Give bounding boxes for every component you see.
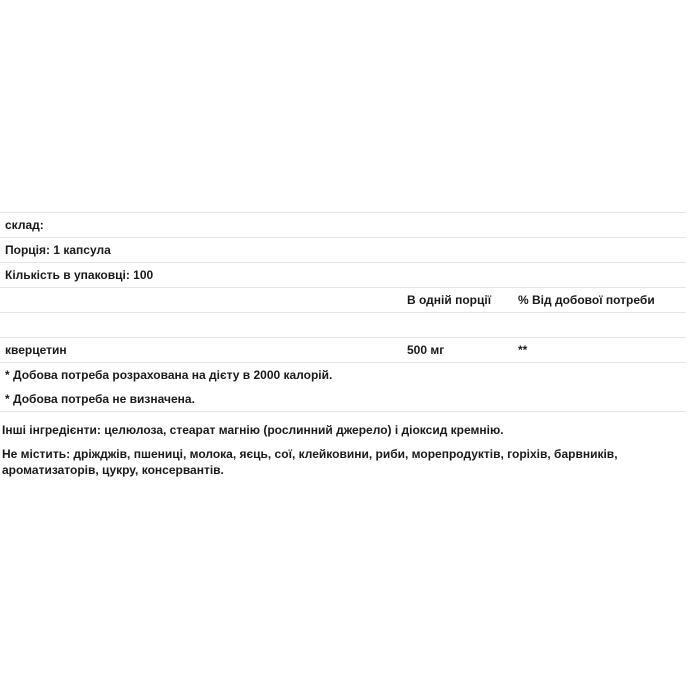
daily-value-header: % Від добової потреби bbox=[518, 293, 655, 307]
notes-section bbox=[2, 422, 672, 486]
serving-size: Порція: 1 капсула bbox=[5, 243, 111, 257]
ingredient-row bbox=[0, 337, 686, 362]
footnote-2: * Добова потреба не визначена. bbox=[5, 392, 195, 406]
ingredient-amount: 500 мг bbox=[407, 343, 445, 357]
footnote-row-1 bbox=[0, 362, 686, 387]
ingredient-name: кверцетин bbox=[5, 343, 67, 357]
composition-label: склад: bbox=[5, 218, 44, 232]
footnote-row-2 bbox=[0, 387, 686, 412]
other-ingredients: Інші інгредієнти: целюлоза, стеарат магнію (рослинний джерело) і діоксид кремнію. bbox=[2, 423, 504, 437]
per-serving-header: В одній порції bbox=[407, 293, 492, 307]
ingredient-daily-value: ** bbox=[518, 343, 528, 357]
serving-row bbox=[0, 237, 686, 262]
column-header-row bbox=[0, 287, 686, 312]
supplement-facts-table bbox=[0, 212, 686, 412]
composition-row bbox=[0, 212, 686, 237]
servings-per-container-row bbox=[0, 262, 686, 287]
footnote-1: * Добова потреба розрахована на дієту в 2000 калорій. bbox=[5, 368, 333, 382]
free-from: Не містить: дріжджів, пшениці, молока, яєць, сої, клейковини, риби, морепродуктів, горіхів, барвників, ароматизаторів, цукру, консервантів. bbox=[2, 447, 618, 477]
spacer-row bbox=[0, 312, 686, 337]
servings-per-container: Кількість в упаковці: 100 bbox=[5, 268, 154, 282]
